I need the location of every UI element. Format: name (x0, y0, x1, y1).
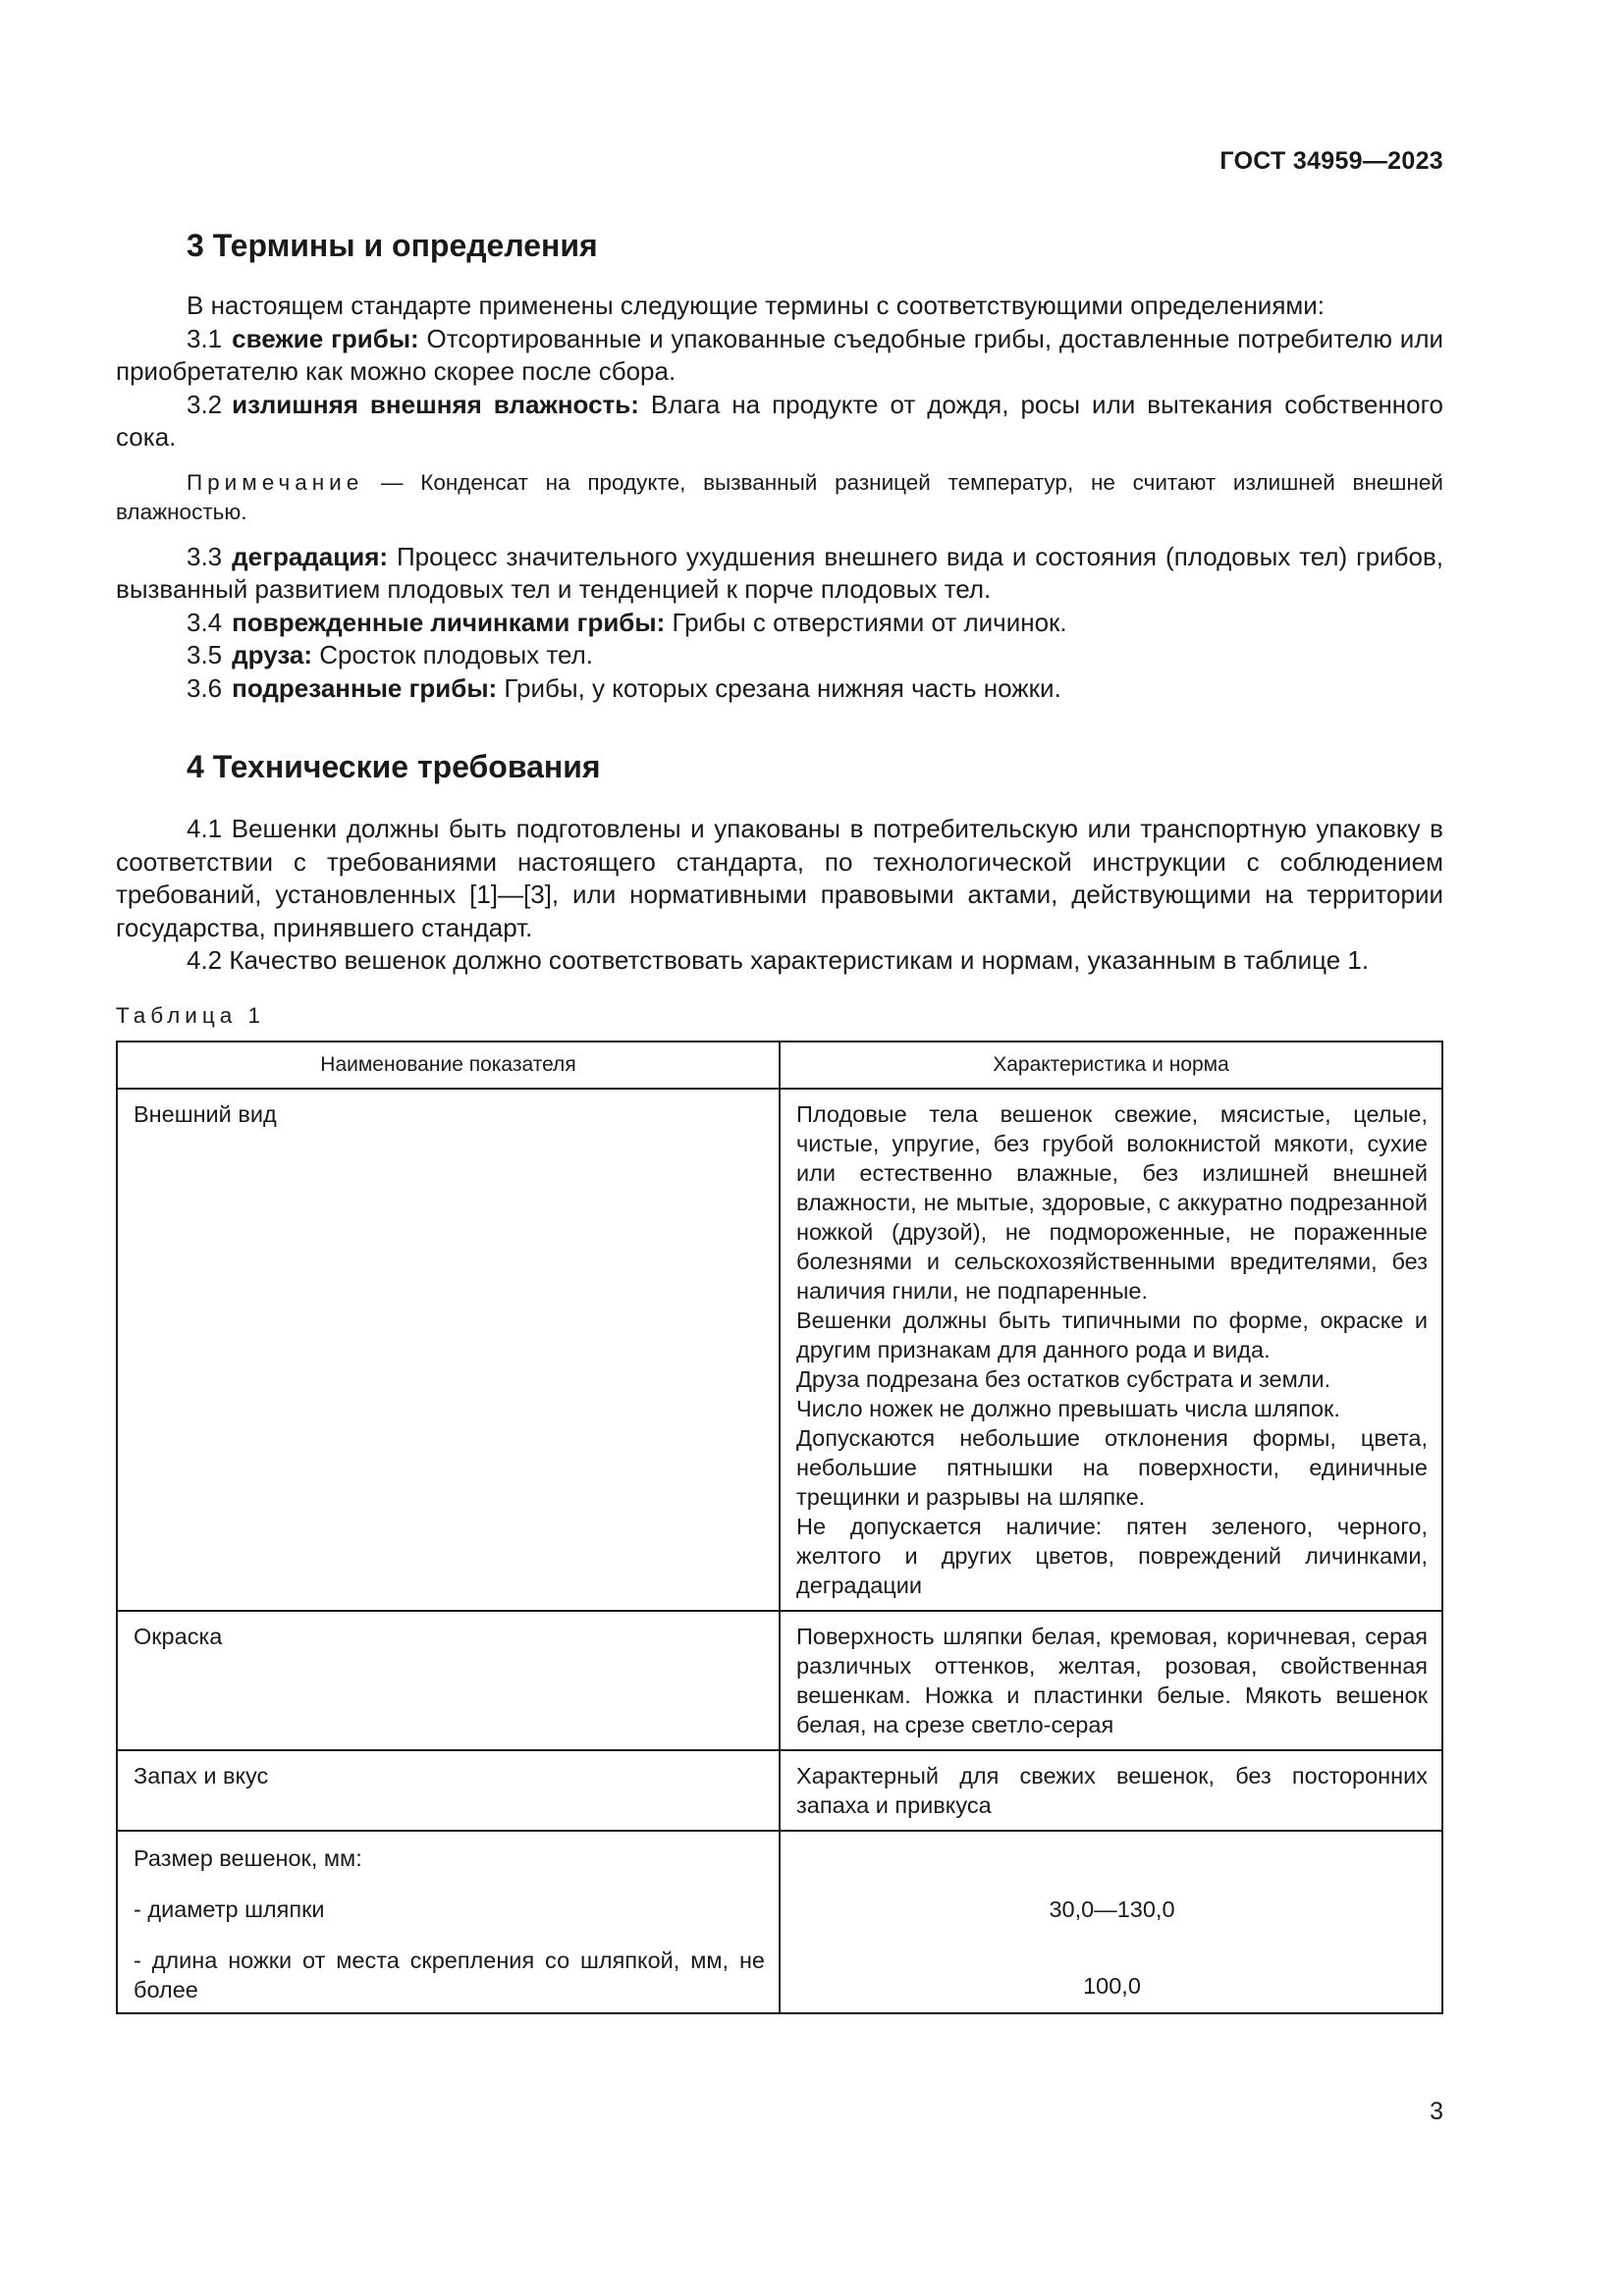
term-name: излишняя внешняя влажность: (232, 389, 639, 419)
page-number: 3 (1430, 2098, 1443, 2125)
indicator-name (117, 1831, 780, 2013)
term-definition: Влага на продукте от дождя, росы или вытекания собственного сока. (116, 389, 1443, 452)
indicator-name: Внешний вид (117, 1089, 780, 1611)
section-3-intro: В настоящем стандарте применены следующие термины с соответствующими определениями: (187, 291, 1326, 320)
term-3-1 (116, 323, 1443, 389)
term-name: друза: (232, 640, 313, 669)
table-row (117, 1089, 1442, 1611)
term-name: свежие грибы: (232, 323, 419, 353)
table-header-cell: Наименование показателя (117, 1041, 780, 1089)
indicator-value: Поверхность шляпки белая, кремовая, коричневая, серая различных оттенков, желтая, розовая, свойственная вешенкам. Ножка и пластинки белые. Мякоть вешенок белая, на срезе светло-серая (780, 1611, 1442, 1750)
term-3-3 (116, 541, 1443, 607)
indicator-value (780, 1831, 1442, 2013)
term-definition: Грибы, у которых срезана нижняя часть ножки. (497, 672, 1061, 703)
table-row (117, 1750, 1442, 1831)
document-page (116, 0, 1443, 2296)
term-definition: Процесс значительного ухудшения внешнего вида и состояния (плодовых тел) грибов, вызванный развитием плодовых тел и тенденцией к порче плодовых тел. (116, 541, 1443, 604)
requirements-table (116, 1041, 1443, 2014)
term-definition: Грибы с отверстиями от личинок. (665, 607, 1067, 637)
term-name: деградация: (232, 541, 389, 571)
size-value-cap-diameter: 30,0—130,0 (1049, 1896, 1175, 1922)
paragraph-4-1: 4.1 Вешенки должны быть подготовлены и упакованы в потребительскую или транспортную упаковку в соответствии с требованиями настоящего стандарта, по технологической инструкции с соблюдением требований, установленных [1]—[3], или нормативными правовыми актами, действующими на территории государства, принявшего стандарт. (116, 814, 1443, 942)
indicator-value: Плодовые тела вешенок свежие, мясистые, целые, чистые, упругие, без грубой волокнистой мякоти, сухие или естественно влажные, без излишней внешней влажности, не мытые, здоровые, с аккуратно подрезанной ножкой (друзой), не подмороженные, не пораженные болезнями и сельскохозяйственными вредителями, без наличия гнили, не подпаренные. Вешенки должны быть типичными по форме, окраске и другим признакам для данного рода и вида. Друза подрезана без остатков субстрата и земли. Число ножек не должно превышать числа шляпок. Допускаются небольшие отклонения формы, цвета, небольшие пятнышки на поверхности, единичные трещинки и разрывы на шляпке. Не допускается наличие: пятен зеленого, черного, желтого и других цветов, повреждений личинками, деградации (780, 1089, 1442, 1611)
term-number: 3.5 (187, 640, 223, 669)
table-row (117, 1611, 1442, 1750)
section-4-title: 4 Технические требования (187, 749, 601, 784)
table-caption: Таблица 1 (116, 1002, 265, 1028)
term-3-5 (116, 639, 1443, 672)
note (116, 468, 1443, 527)
paragraph-4-2: 4.2 Качество вешенок должно соответствовать характеристикам и нормам, указанным в таблице 1. (187, 945, 1370, 975)
indicator-name: Запах и вкус (117, 1750, 780, 1831)
table-header-row (117, 1041, 1442, 1089)
note-text: — Конденсат на продукте, вызванный разницей температур, не считают излишней внешней влажностью. (116, 469, 1443, 524)
size-item-cap-diameter: - диаметр шляпки (134, 1896, 325, 1922)
term-number: 3.4 (187, 607, 223, 637)
document-body (116, 228, 1443, 2014)
section-3-title: 3 Термины и определения (187, 228, 598, 263)
term-definition: Отсортированные и упакованные съедобные грибы, доставленные потребителю или приобретателю как можно скорее после сбора. (116, 323, 1444, 386)
term-number: 3.1 (187, 323, 223, 353)
term-3-6 (116, 672, 1443, 706)
document-id: ГОСТ 34959—2023 (1219, 147, 1443, 175)
term-3-2 (116, 389, 1443, 454)
term-name: подрезанные грибы: (232, 672, 498, 703)
size-value-stem-length: 100,0 (1083, 1972, 1141, 1999)
term-number: 3.3 (187, 541, 223, 571)
term-number: 3.6 (187, 672, 223, 703)
indicator-value: Характерный для свежих вешенок, без посторонних запаха и привкуса (780, 1750, 1442, 1831)
term-number: 3.2 (187, 389, 223, 419)
term-3-4 (116, 607, 1443, 640)
size-title: Размер вешенок, мм: (134, 1844, 362, 1871)
term-name: поврежденные личинками грибы: (232, 607, 666, 637)
note-label: Примечание (187, 469, 364, 495)
term-definition: Сросток плодовых тел. (312, 640, 594, 669)
indicator-name: Окраска (117, 1611, 780, 1750)
size-item-stem-length: - длина ножки от места скрепления со шляпкой, мм, не более (134, 1947, 765, 2002)
table-row (117, 1831, 1442, 2013)
table-header-cell: Характеристика и норма (780, 1041, 1442, 1089)
